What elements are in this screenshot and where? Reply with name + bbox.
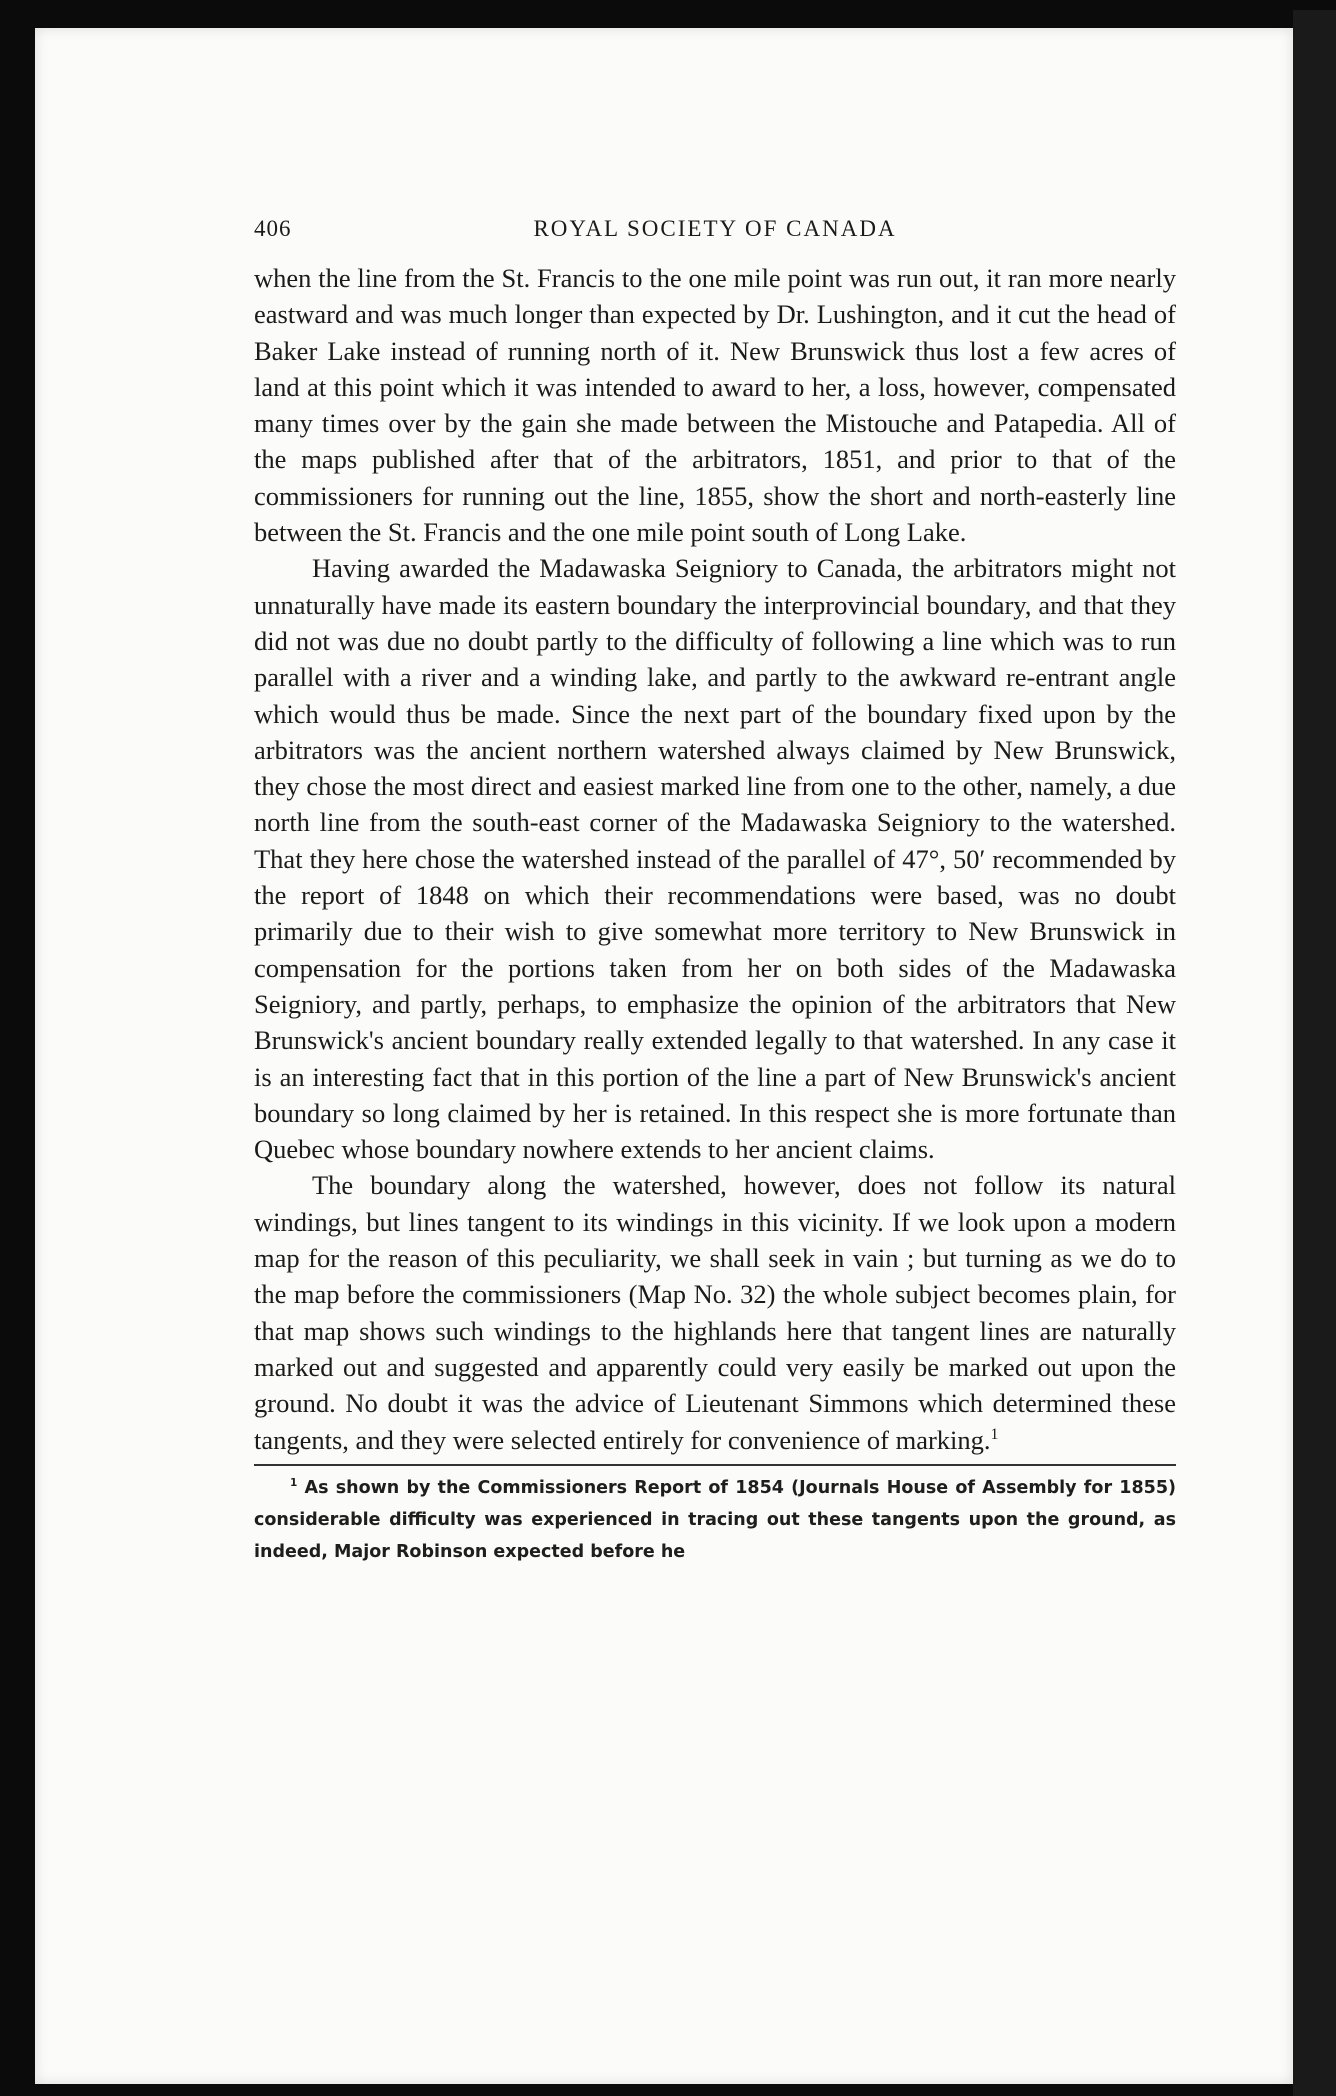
body-text bbox=[254, 260, 1176, 1458]
footnote-reference: 1 bbox=[990, 1425, 999, 1443]
paragraph-1: when the line from the St. Francis to the one mile point was run out, it ran more nearly eastward and was much longer than expected by Dr. Lushington, and it cut the head of Baker Lake instead of running north of it. New Brunswick thus lost a few acres of land at this point which it was intended to award to her, a loss, however, compensated many times over by the gain she made between the Mistouche and Patapedia. All of the maps published after that of the arbitrators, 1851, and prior to that of the commissioners for running out the line, 1855, show the short and north-easterly line between the St. Francis and the one mile point south of Long Lake. bbox=[254, 263, 1176, 548]
page-content bbox=[254, 216, 1176, 1568]
paragraph-3-text: The boundary along the watershed, however, does not follow its natural windings, but lines tangent to its windings in this vicinity. If we look upon a modern map for the reason of this peculiarity, we shall seek in vain ; but turning as we do to the map before the commissioners (Map No. 32) the whole subject becomes plain, for that map shows such windings to the highlands here that tangent lines are naturally marked out and suggested and apparently could very easily be marked out upon the ground. No doubt it was the advice of Lieutenant Simmons which determined these tangents, and they were selected entirely for convenience of marking. bbox=[254, 1170, 1176, 1455]
footnote-text: As shown by the Commissioners Report of 1854 (Journals House of Assembly for 1855) considerable difficulty was experienced in tracing out these tangents upon the ground, as indeed, Major Robinson expected before he bbox=[254, 1477, 1176, 1562]
footnote-rule bbox=[254, 1464, 1176, 1466]
page-edge-shadow bbox=[1293, 10, 1336, 2096]
page-number: 406 bbox=[254, 216, 292, 241]
paragraph-3 bbox=[254, 1167, 1176, 1457]
paragraph-2: Having awarded the Madawaska Seigniory to Canada, the arbitrators might not unnaturally have made its eastern boundary the interprovincial boundary, and that they did not was due no doubt partly to the difficulty of following a line which was to run parallel with a river and a winding lake, and partly to the awkward re-entrant angle which would thus be made. Since the next part of the boundary fixed upon by the arbitrators was the ancient northern watershed always claimed by New Brunswick, they chose the most direct and easiest marked line from one to the other, namely, a due north line from the south-east corner of the Madawaska Seigniory to the watershed. That they here chose the watershed instead of the parallel of 47°, 50′ recommended by the report of 1848 on which their recommendations were based, was no doubt primarily due to their wish to give somewhat more territory to New Brunswick in compensation for the portions taken from her on both sides of the Madawaska Seigniory, and partly, perhaps, to emphasize the opinion of the arbitrators that New Brunswick's ancient boundary really extended legally to that watershed. In any case it is an interesting fact that in this portion of the line a part of New Brunswick's ancient boundary so long claimed by her is retained. In this respect she is more fortunate than Quebec whose boundary nowhere extends to her ancient claims. bbox=[254, 553, 1176, 1165]
running-title: ROYAL SOCIETY OF CANADA bbox=[533, 216, 897, 241]
footnote-marker: 1 bbox=[290, 1476, 298, 1489]
running-header bbox=[254, 216, 1176, 260]
footnote bbox=[254, 1472, 1176, 1568]
